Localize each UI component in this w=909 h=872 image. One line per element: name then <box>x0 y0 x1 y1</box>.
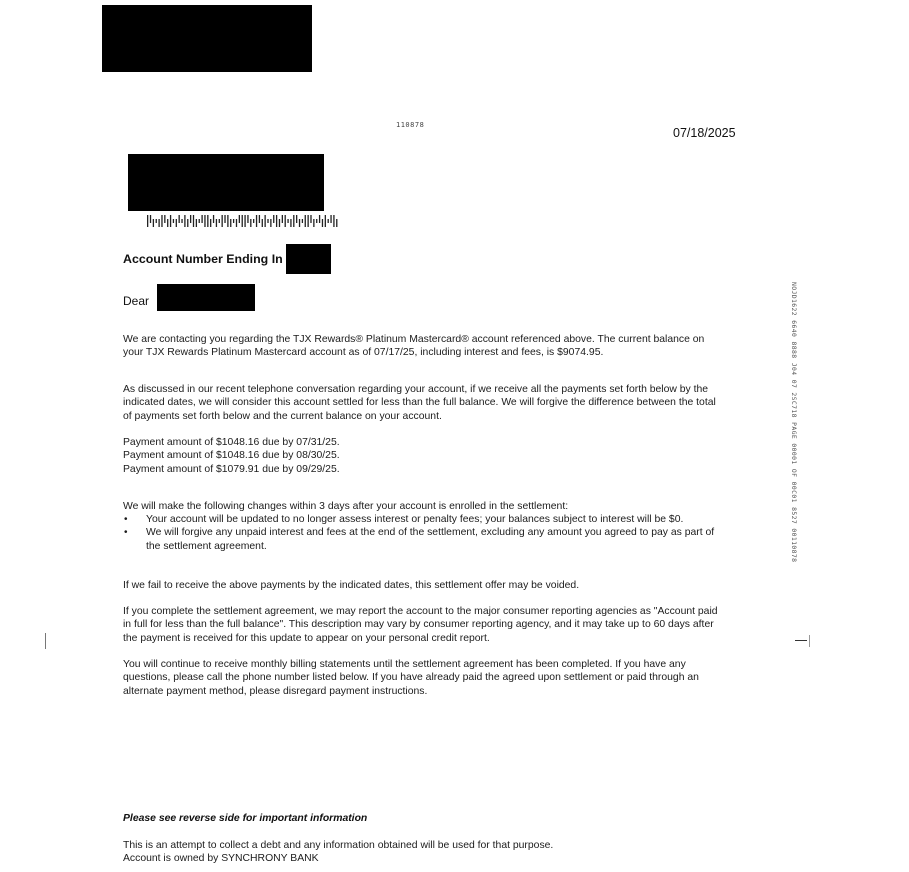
barcode-bar <box>181 219 182 223</box>
barcode-bar <box>222 215 223 227</box>
payment-line: Payment amount of $1048.16 due by 08/30/25. <box>123 450 340 462</box>
barcode-bar <box>224 215 225 223</box>
list-item <box>123 526 723 553</box>
barcode-bar <box>164 215 165 223</box>
barcode-bar <box>153 219 154 227</box>
barcode-bar <box>196 219 197 227</box>
barcode-bar <box>213 215 214 223</box>
barcode-bar <box>307 215 308 227</box>
scan-margin-mark <box>795 640 807 641</box>
barcode-bar <box>201 215 202 223</box>
barcode-bar <box>319 215 320 223</box>
barcode-bar <box>150 215 151 223</box>
barcode-bar <box>179 215 180 223</box>
barcode-bar <box>199 219 200 223</box>
barcode-bar <box>310 215 311 223</box>
barcode-bar <box>316 219 317 223</box>
barcode-bar <box>193 215 194 227</box>
barcode-bar <box>236 219 237 227</box>
barcode-bar <box>305 215 306 227</box>
payment-line: Payment amount of $1079.91 due by 09/29/25. <box>123 463 340 475</box>
barcode-bar <box>328 219 329 223</box>
barcode-bar <box>285 215 286 227</box>
barcode-bar <box>176 219 177 227</box>
barcode-bar <box>299 219 300 227</box>
barcode-bar <box>233 219 234 223</box>
barcode-bar <box>173 219 174 223</box>
barcode-bar <box>156 219 157 223</box>
barcode-bar <box>158 219 159 227</box>
barcode-bar <box>264 215 265 227</box>
barcode-bar <box>167 219 168 227</box>
scan-margin-mark <box>45 633 46 649</box>
bullet-icon: • <box>124 527 128 539</box>
redacted-logo-block <box>102 5 312 72</box>
barcode-bar <box>204 215 205 227</box>
disclaimer-line: Account is owned by SYNCHRONY BANK <box>123 853 319 865</box>
debt-collection-disclaimer <box>123 839 553 866</box>
redacted-customer-name <box>157 284 255 311</box>
barcode-bar <box>330 215 331 223</box>
barcode-bar <box>184 215 185 227</box>
barcode-bar <box>239 215 240 223</box>
barcode-bar <box>293 215 294 227</box>
barcode-bar <box>170 215 171 227</box>
barcode-bar <box>313 219 314 227</box>
payment-schedule <box>123 436 723 476</box>
barcode-bar <box>302 219 303 223</box>
intro-paragraph: We are contacting you regarding the TJX Rewards® Platinum Mastercard® account referenced above. The current balance on your TJX Rewards Platinum Mastercard account as of 07/17/25, including interest and fees, is $9074.95. <box>123 334 705 359</box>
postal-barcode <box>147 215 339 227</box>
billing-statements-paragraph: You will continue to receive monthly billing statements until the settlement agreement has been completed. If you have any questions, please call the phone number listed below. If you have already paid the agreed upon settlement or paid through an alternate payment method, please disregard payment instructions. <box>123 659 699 697</box>
barcode-bar <box>207 215 208 227</box>
list-item <box>123 513 723 526</box>
barcode-bar <box>244 215 245 227</box>
barcode-bar <box>230 219 231 227</box>
list-item-text: We will forgive any unpaid interest and fees at the end of the settlement, excluding any amount you agreed to pay as part of the settlement agreement. <box>146 527 715 552</box>
redacted-address-block <box>128 154 324 211</box>
bullet-icon: • <box>124 514 128 525</box>
list-item-text: Your account will be updated to no longer assess interest or penalty fees; your balances subject to interest will be $0. <box>146 514 684 525</box>
payment-line: Payment amount of $1048.16 due by 07/31/25. <box>123 437 340 448</box>
barcode-bar <box>262 219 263 227</box>
barcode-bar <box>270 219 271 227</box>
account-number-heading: Account Number Ending In <box>123 252 283 266</box>
barcode-bar <box>227 215 228 227</box>
barcode-bar <box>333 215 334 227</box>
barcode-bar <box>219 219 220 223</box>
barcode-bar <box>190 215 191 223</box>
barcode-bar <box>247 215 248 223</box>
barcode-bar <box>210 219 211 227</box>
changes-intro-paragraph: We will make the following changes within 3 days after your account is enrolled in the settlement: <box>123 501 569 512</box>
barcode-bar <box>250 219 251 227</box>
barcode-bar <box>147 215 148 227</box>
barcode-bar <box>336 219 337 227</box>
reverse-side-note: Please see reverse side for important information <box>123 813 368 824</box>
barcode-bar <box>242 215 243 227</box>
credit-reporting-paragraph: If you complete the settlement agreement, we may report the account to the major consumer reporting agencies as "Account paid in full for less than the full balance". This description may vary by consumer reporting agency, and it may take up to 60 days after the payment is received for this update to appear on your personal credit report. <box>123 606 718 644</box>
redacted-account-number <box>286 244 331 274</box>
barcode-bar <box>216 219 217 227</box>
barcode-bar <box>325 215 326 227</box>
barcode-bar <box>273 215 274 223</box>
greeting: Dear <box>123 294 150 308</box>
barcode-bar <box>267 219 268 223</box>
barcode-bar <box>259 215 260 223</box>
barcode-bar <box>256 215 257 227</box>
disclaimer-line: This is an attempt to collect a debt and any information obtained will be used for that purpose. <box>123 840 554 851</box>
barcode-bar <box>282 215 283 223</box>
document-reference-number: 110878 <box>396 121 425 129</box>
settlement-discussion-paragraph: As discussed in our recent telephone conversation regarding your account, if we receive all the payments set forth below by the indicated dates, we will consider this account settled for less than the full balance. We will forgive the difference between the total of payments set forth below and the current balance on your account. <box>123 384 716 422</box>
scan-margin-mark <box>809 635 810 647</box>
settlement-changes-list <box>123 513 723 553</box>
void-notice-paragraph: If we fail to receive the above payments by the indicated dates, this settlement offer may be voided. <box>123 580 580 591</box>
barcode-bar <box>287 219 288 223</box>
barcode-bar <box>187 219 188 227</box>
barcode-bar <box>322 219 323 227</box>
letter-date: 07/18/2025 <box>673 126 736 140</box>
barcode-bar <box>279 219 280 227</box>
vertical-tracking-code: NOJD1622 6640 8888 J04 07 2SC718 PAGE 00001 OF 00C01 8527 00110878 <box>790 282 798 563</box>
barcode-bar <box>296 215 297 223</box>
barcode-bar <box>253 219 254 223</box>
barcode-bar <box>161 215 162 227</box>
barcode-bar <box>290 219 291 227</box>
barcode-bar <box>276 215 277 227</box>
